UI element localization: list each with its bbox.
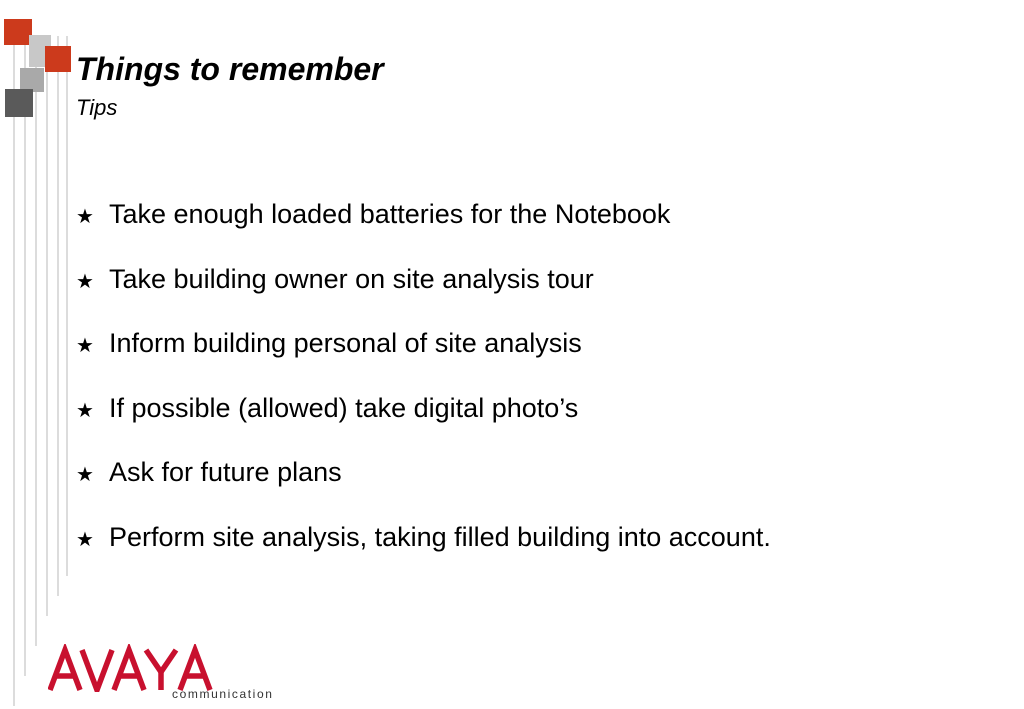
bullet-list	[76, 196, 771, 583]
list-item	[76, 196, 771, 261]
avaya-wordmark	[48, 644, 218, 692]
list-item	[76, 390, 771, 455]
rail-line	[35, 36, 37, 646]
list-item	[76, 519, 771, 584]
logo-tagline: communication	[172, 687, 274, 701]
decor-square-red	[4, 19, 32, 45]
bullet-text: Ask for future plans	[109, 457, 342, 487]
star-icon: ★	[76, 462, 94, 486]
decor-square-dark-gray	[5, 89, 33, 117]
list-item	[76, 325, 771, 390]
avaya-logo	[48, 644, 274, 701]
slide-title: Things to remember	[76, 51, 384, 87]
rail-line	[66, 36, 68, 576]
bullet-text: Take building owner on site analysis tour	[109, 263, 594, 294]
slide-subtitle: Tips	[76, 95, 118, 120]
star-icon: ★	[76, 268, 94, 293]
bullet-text: Perform site analysis, taking filled building into account.	[109, 521, 771, 552]
star-icon: ★	[76, 333, 94, 357]
star-icon: ★	[76, 204, 94, 228]
rail-line	[13, 36, 15, 706]
bullet-text: If possible (allowed) take digital photo’s	[109, 392, 579, 423]
decor-square-red	[45, 46, 71, 72]
bullet-text: Take enough loaded batteries for the Notebook	[109, 199, 671, 229]
bullet-text: Inform building personal of site analysis	[109, 328, 582, 358]
rail-line	[57, 36, 59, 596]
list-item	[76, 261, 771, 326]
star-icon: ★	[76, 526, 94, 551]
rail-line	[24, 36, 26, 676]
rail-line	[46, 36, 48, 616]
list-item	[76, 454, 771, 519]
star-icon: ★	[76, 397, 94, 422]
